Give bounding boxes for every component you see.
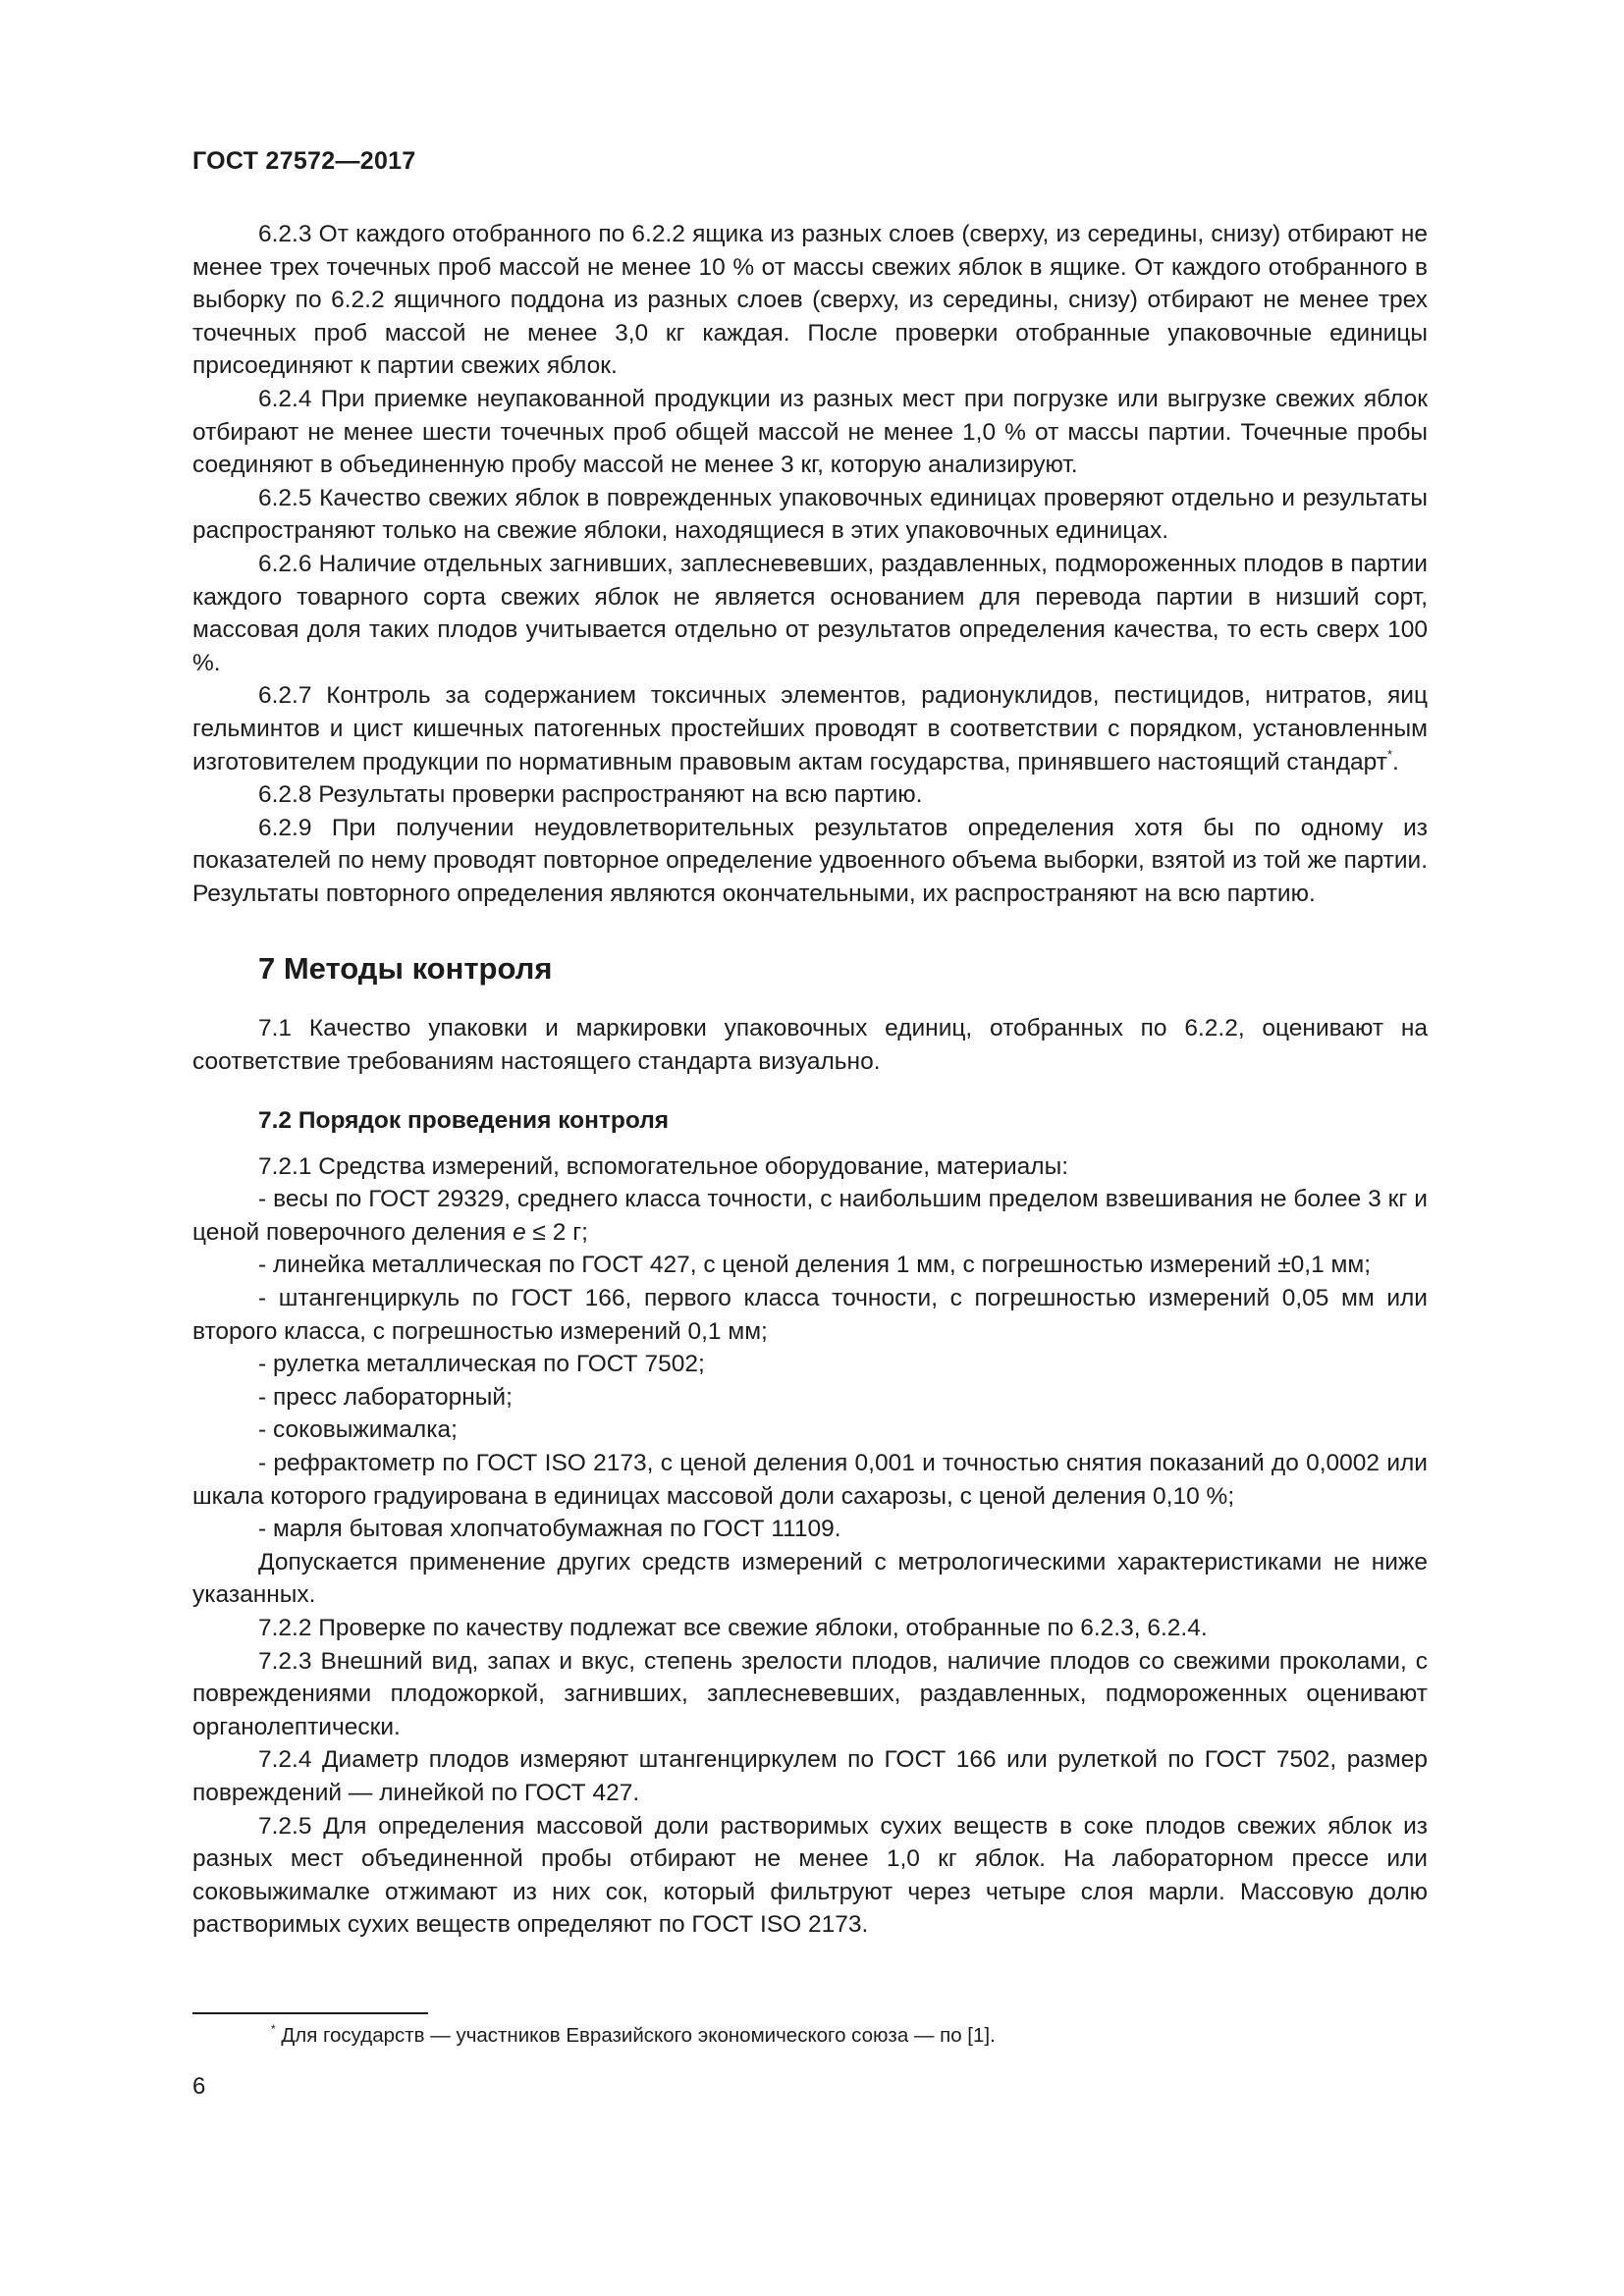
footnote-reference: * xyxy=(1386,746,1393,762)
list-item-refractometer: - рефрактометр по ГОСТ ISO 2173, с ценой деления 0,001 и точностью снятия показаний до 0,0002 или шкала которого градуирована в единицах массовой доли сахарозы, с ценой деления 0,10 %; xyxy=(192,1450,1428,1510)
paragraph-6-2-7-end: . xyxy=(1392,748,1399,775)
paragraph-6-2-3: 6.2.3 От каждого отобранного по 6.2.2 ящика из разных слоев (сверху, из середины, снизу) отбирают не менее трех точечных проб массой не менее 10 % от массы свежих яблок в ящике. От каждого отобранного в выборку по 6.2.2 ящичного поддона из разных слоев (сверху, из середины, снизу) отбирают не менее трех точечных проб массой не менее 3,0 кг каждая. После проверки отобранные упаковочные единицы присоединяют к партии свежих яблок. xyxy=(192,221,1428,380)
paragraph-6-2-5: 6.2.5 Качество свежих яблок в поврежденных упаковочных единицах проверяют отдельно и результаты распространяют только на свежие яблоки, находящиеся в этих упаковочных единицах. xyxy=(192,484,1428,545)
list-item-juicer: - соковыжималка; xyxy=(258,1416,458,1444)
paragraph-6-2-9: 6.2.9 При получении неудовлетворительных результатов определения хотя бы по одному из показателей по нему проводят повторное определение удвоенного объема выборки, взятой из той же партии. Результаты повторного определения являются окончательными, их распространяют на всю партию. xyxy=(192,814,1428,907)
list-item-press: - пресс лабораторный; xyxy=(258,1383,513,1411)
document-header: ГОСТ 27572—2017 xyxy=(192,147,416,175)
page-body xyxy=(192,218,1428,1942)
list-item-tape: - рулетка металлическая по ГОСТ 7502; xyxy=(258,1351,705,1378)
paragraph-6-2-7 xyxy=(192,679,1428,778)
paragraph-allowed-instruments: Допускается применение других средств измерений с метрологическими характеристиками не ниже указанных. xyxy=(192,1548,1428,1609)
section-7-heading: 7 Методы контроля xyxy=(258,951,553,987)
paragraph-7-2-2: 7.2.2 Проверке по качеству подлежат все свежие яблоки, отобранные по 6.2.3, 6.2.4. xyxy=(258,1614,1208,1641)
list-item-gauze: - марля бытовая хлопчатобумажная по ГОСТ 11109. xyxy=(258,1516,841,1543)
footnote-text: Для государств — участников Евразийского экономического союза — по [1]. xyxy=(275,2024,996,2047)
list-item-scales-text: - весы по ГОСТ 29329, среднего класса точности, с наибольшим пределом взвешивания не более 3 кг и ценой поверочного деления xyxy=(192,1186,1428,1246)
list-item-ruler: - линейка металлическая по ГОСТ 427, с ценой деления 1 мм, с погрешностью измерений ±0,1 мм; xyxy=(258,1252,1372,1279)
paragraph-7-1: 7.1 Качество упаковки и маркировки упаковочных единиц, отобранных по 6.2.2, оценивают на соответствие требованиям настоящего стандарта визуально. xyxy=(192,1015,1428,1076)
list-item-scales-variable: e xyxy=(513,1218,526,1246)
paragraph-7-2-3: 7.2.3 Внешний вид, запах и вкус, степень зрелости плодов, наличие плодов со свежими проколами, с повреждениями плодожоркой, загнивших, заплесневевших, раздавленных, подмороженных оценивают органолептически. xyxy=(192,1647,1428,1740)
paragraph-6-2-8: 6.2.8 Результаты проверки распространяют на всю партию. xyxy=(258,781,923,809)
subsection-7-2-heading: 7.2 Порядок проведения контроля xyxy=(258,1106,670,1134)
list-item-scales-end: ≤ 2 г; xyxy=(525,1218,588,1246)
page-number: 6 xyxy=(192,2073,206,2100)
footnote-mark: * xyxy=(271,2022,276,2036)
footnote xyxy=(271,2022,996,2050)
paragraph-6-2-7-text: 6.2.7 Контроль за содержанием токсичных элементов, радионуклидов, пестицидов, нитратов, яиц гельминтов и цист кишечных патогенных простейших проводят в соответствии с порядком, установленным изготовителем продукции по нормативным правовым актам государства, принявшего настоящий стандарт xyxy=(192,682,1428,775)
paragraph-7-2-4: 7.2.4 Диаметр плодов измеряют штангенциркулем по ГОСТ 166 или рулеткой по ГОСТ 7502, размер повреждений — линейкой по ГОСТ 427. xyxy=(192,1746,1428,1806)
paragraph-6-2-6: 6.2.6 Наличие отдельных загнивших, заплесневевших, раздавленных, подмороженных плодов в партии каждого товарного сорта свежих яблок не является основанием для перевода партии в низший сорт, массовая доля таких плодов учитывается отдельно от результатов определения качества, то есть сверх 100 %. xyxy=(192,550,1428,676)
list-item-scales xyxy=(192,1183,1428,1249)
footnote-divider xyxy=(192,2012,428,2014)
paragraph-6-2-4: 6.2.4 При приемке неупакованной продукции из разных мест при погрузке или выгрузке свежих яблок отбирают не менее шести точечных проб общей массой не менее 1,0 % от массы партии. Точечные пробы соединяют в объединенную пробу массой не менее 3 кг, которую анализируют. xyxy=(192,385,1428,479)
list-item-caliper: - штангенциркуль по ГОСТ 166, первого класса точности, с погрешностью измерений 0,05 мм или второго класса, с погрешностью измерений 0,1 мм; xyxy=(192,1285,1428,1345)
paragraph-7-2-5: 7.2.5 Для определения массовой доли растворимых сухих веществ в соке плодов свежих яблок из разных мест объединенной пробы отбирают не менее 1,0 кг яблок. На лабораторном прессе или соковыжималке отжимают из них сок, который фильтруют через четыре слоя марли. Массовую долю растворимых сухих веществ определяют по ГОСТ ISO 2173. xyxy=(192,1812,1428,1939)
paragraph-7-2-1: 7.2.1 Средства измерений, вспомогательное оборудование, материалы: xyxy=(258,1152,1069,1180)
